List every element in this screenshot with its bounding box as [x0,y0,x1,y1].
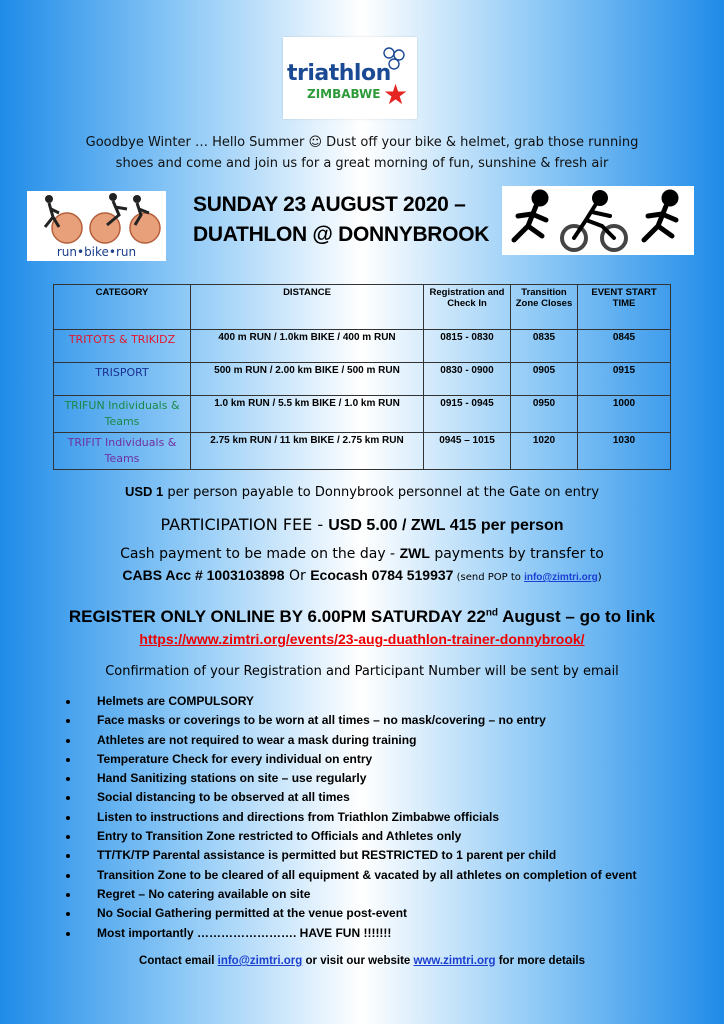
logo-name: triathlon [287,61,391,86]
header-distance: DISTANCE [191,285,424,330]
runner-icon [644,192,676,240]
table-row [54,363,671,396]
table-row [54,396,671,433]
contact-line [0,955,724,967]
payment-accounts-line [0,567,724,584]
confirmation-text: Confirmation of your Registration and Participant Number will be sent by email [105,664,619,679]
logo-country: ZIMBABWE [307,87,381,101]
list-item: • Temperature Check for every individual on entry [80,750,636,769]
start-cell: 1030 [578,433,671,470]
distance-cell: 500 m RUN / 2.00 km BIKE / 500 m RUN [191,363,424,396]
category-cell: TRITOTS & TRIKIDZ [54,330,191,363]
pop-post: ) [597,572,602,583]
headline-line-1: SUNDAY 23 AUGUST 2020 – [193,193,466,216]
list-item: • Regret – No catering available on site [80,885,636,904]
header-transition: Transition Zone Closes [511,285,578,330]
gate-fee-amount: USD 1 [124,484,164,499]
pop-pre: (send POP to [453,572,525,583]
start-cell: 0915 [578,363,671,396]
list-item: • Social distancing to be observed at all times [80,788,636,807]
pop-email-link[interactable]: info@zimtri.org [524,572,598,583]
list-item: • Most importantly ……………………. HAVE FUN !!!!!!! [80,924,636,943]
participation-fee-value: USD 5.00 / ZWL 415 per person [328,517,564,534]
website-link[interactable]: www.zimtri.org [413,955,496,967]
transition-cell: 0905 [511,363,578,396]
list-item: • Transition Zone to be cleared of all equipment & vacated by all athletes on completion of event [80,866,636,885]
intro-line-1: Goodbye Winter … Hello Summer ☺ Dust off your bike & helmet, grab those running [85,135,639,150]
list-item: • Athletes are not required to wear a mask during training [80,731,636,750]
header-start-time: EVENT START TIME [578,285,671,330]
header-category: CATEGORY [54,285,191,330]
header-registration: Registration and Check In [424,285,511,330]
ecocash-number: Ecocash 0784 519937 [310,567,454,583]
list-item: • Face masks or coverings to be worn at all times – no mask/covering – no entry [80,711,636,730]
list-item: • Listen to instructions and directions from Triathlon Zimbabwe officials [80,808,636,827]
list-item: • No Social Gathering permitted at the venue post-event [80,904,636,923]
list-item: • Entry to Transition Zone restricted to Officials and Athletes only [80,827,636,846]
participation-fee-label: PARTICIPATION FEE - [160,515,329,534]
distance-cell: 1.0 km RUN / 5.5 km BIKE / 1.0 km RUN [191,396,424,433]
cash-payment-line [0,545,724,562]
cash-line-post: payments by transfer to [429,546,604,562]
schedule-table [53,284,671,470]
start-cell: 1000 [578,396,671,433]
register-sup: nd [485,607,499,619]
register-deadline [0,607,724,627]
distance-cell: 400 m RUN / 1.0km BIKE / 400 m RUN [191,330,424,363]
participation-fee [0,515,724,535]
table-row [54,433,671,470]
contact-pre: Contact email [139,955,218,967]
cash-line-pre: Cash payment to be made on the day - [120,546,400,562]
run-bike-run-image [27,191,166,261]
run-bike-run-figures-image [502,186,694,255]
cabs-account: CABS Acc # 1003103898 [122,567,285,583]
table-row [54,330,671,363]
registration-cell: 0915 - 0945 [424,396,511,433]
category-cell: TRIFIT Individuals & Teams [54,433,191,470]
intro-line-2: shoes and come and join us for a great morning of fun, sunshine & fresh air [115,156,609,171]
register-pre: REGISTER ONLY ONLINE BY 6.00PM SATURDAY 22 [68,607,486,626]
gate-fee-description: per person payable to Donnybrook personnel at the Gate on entry [163,485,600,500]
gate-fee-text [0,484,724,500]
transition-cell: 1020 [511,433,578,470]
registration-cell: 0830 - 0900 [424,363,511,396]
transition-cell: 0835 [511,330,578,363]
contact-mid: or visit our website [302,955,414,967]
registration-cell: 0815 - 0830 [424,330,511,363]
registration-link[interactable]: https://www.zimtri.org/events/23-aug-duathlon-trainer-donnybrook/ [139,631,585,647]
category-cell: TRIFUN Individuals & Teams [54,396,191,433]
run-bike-run-label: run•bike•run [56,245,137,259]
table-header-row [54,285,671,330]
distance-cell: 2.75 km RUN / 11 km BIKE / 2.75 km RUN [191,433,424,470]
registration-cell: 0945 – 1015 [424,433,511,470]
headline-line-2: DUATHLON @ DONNYBROOK [193,223,490,246]
rules-list [62,692,636,943]
runner-icon [514,192,546,240]
start-cell: 0845 [578,330,671,363]
category-cell: TRISPORT [54,363,191,396]
list-item: • Helmets are COMPULSORY [80,692,636,711]
event-headline [193,190,493,250]
triathlon-zimbabwe-logo [283,37,417,119]
or-text: Or [284,568,311,584]
list-item: • TT/TK/TP Parental assistance is permitted but RESTRICTED to 1 parent per child [80,846,636,865]
cyclist-icon [562,192,626,250]
intro-text [40,132,684,174]
contact-email-link[interactable]: info@zimtri.org [217,955,303,967]
contact-post: for more details [495,955,585,967]
register-post: August – go to link [498,607,656,626]
cyclists-icon [27,191,166,245]
list-item: • Hand Sanitizing stations on site – use regularly [80,769,636,788]
cash-line-currency: ZWL [399,545,430,561]
star-icon: ★ [383,79,409,110]
transition-cell: 0950 [511,396,578,433]
